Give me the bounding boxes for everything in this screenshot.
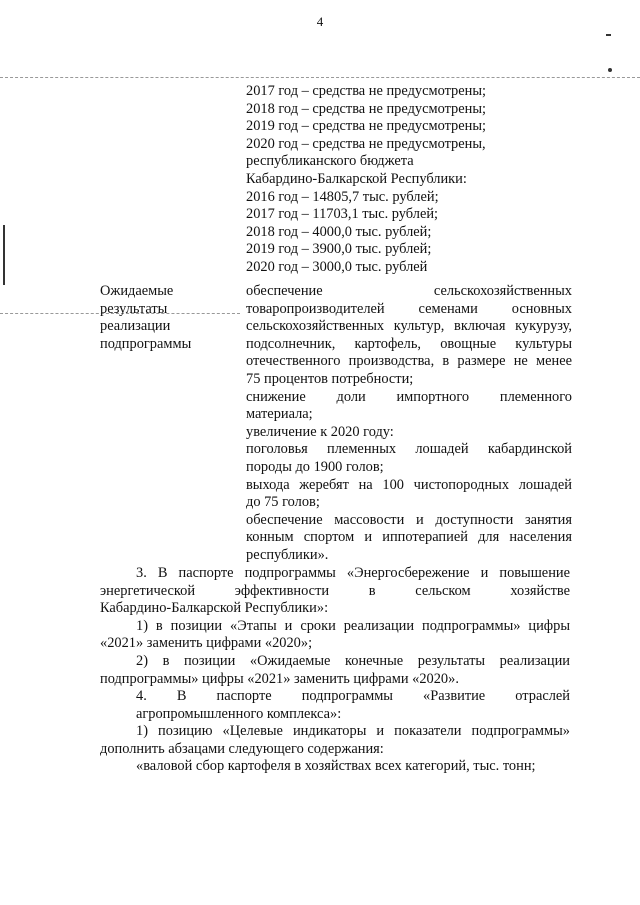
item4-line: дополнить абзацами следующего содержания: bbox=[100, 740, 384, 757]
scan-artifact bbox=[0, 77, 640, 78]
result-line: поголовья племенных лошадей кабардинской bbox=[246, 441, 572, 458]
scan-artifact bbox=[606, 34, 611, 36]
result-line: конным спортом и иппотерапией для населения bbox=[246, 529, 572, 546]
funding-line: 2020 год – 3000,0 тыс. рублей bbox=[246, 258, 428, 275]
item3-line: 3. В паспорте подпрограммы «Энергосбережение и повышение bbox=[136, 565, 570, 581]
label-line: результаты bbox=[100, 300, 168, 317]
result-line: республики». bbox=[246, 546, 329, 563]
expected-results-label bbox=[100, 283, 230, 353]
item4-line: 1) позицию «Целевые индикаторы и показатели подпрограммы» bbox=[136, 723, 570, 740]
label-line: Ожидаемые bbox=[100, 283, 174, 299]
amendment-item-3 bbox=[100, 565, 570, 688]
item3-line: 1) в позиции «Этапы и сроки реализации подпрограммы» цифры bbox=[136, 617, 570, 634]
result-line: сельскохозяйственных культур, включая кукурузу, bbox=[246, 318, 572, 335]
result-line: 75 процентов потребности; bbox=[246, 370, 414, 387]
item4-line: агропромышленного комплекса»: bbox=[136, 705, 342, 722]
funding-line: 2019 год – средства не предусмотрены; bbox=[246, 118, 486, 135]
funding-line: 2016 год – 14805,7 тыс. рублей; bbox=[246, 188, 439, 205]
result-line: породы до 1900 голов; bbox=[246, 458, 384, 475]
result-line: товаропроизводителей семенами основных bbox=[246, 300, 572, 317]
amendment-item-4 bbox=[100, 688, 570, 776]
funding-sources-block bbox=[246, 83, 572, 277]
label-line: подпрограммы bbox=[100, 335, 192, 352]
funding-line: 2017 год – средства не предусмотрены; bbox=[246, 83, 486, 99]
item3-line: Кабардино-Балкарской Республики»: bbox=[100, 600, 329, 617]
funding-line: 2018 год – 4000,0 тыс. рублей; bbox=[246, 223, 432, 240]
result-line: обеспечение массовости и доступности занятия bbox=[246, 511, 572, 528]
label-line: реализации bbox=[100, 318, 171, 335]
item3-line: «2021» заменить цифрами «2020»; bbox=[100, 635, 313, 652]
funding-line: республиканского бюджета bbox=[246, 153, 414, 170]
result-line: выхода жеребят на 100 чистопородных лошадей bbox=[246, 476, 572, 493]
funding-line: 2017 год – 11703,1 тыс. рублей; bbox=[246, 206, 439, 223]
item3-line: 2) в позиции «Ожидаемые конечные результаты реализации bbox=[136, 652, 570, 669]
result-line: обеспечение сельскохозяйственных bbox=[246, 283, 572, 299]
result-line: увеличение к 2020 году: bbox=[246, 423, 394, 440]
scan-artifact bbox=[3, 225, 5, 285]
scan-artifact bbox=[608, 68, 612, 72]
item4-line: «валовой сбор картофеля в хозяйствах всех категорий, тыс. тонн; bbox=[136, 758, 536, 775]
expected-results-text bbox=[246, 283, 572, 565]
result-line: подсолнечник, картофель, овощные культуры bbox=[246, 335, 572, 352]
result-line: до 75 голов; bbox=[246, 494, 320, 511]
item4-line: 4. В паспорте подпрограммы «Развитие отраслей bbox=[136, 688, 570, 704]
funding-line: Кабардино-Балкарской Республики: bbox=[246, 170, 467, 187]
result-line: материала; bbox=[246, 406, 313, 423]
result-line: снижение доли импортного племенного bbox=[246, 388, 572, 405]
result-line: отечественного производства, в размере не менее bbox=[246, 353, 572, 370]
page-number: 4 bbox=[316, 14, 324, 29]
funding-line: 2018 год – средства не предусмотрены; bbox=[246, 100, 486, 117]
funding-line: 2019 год – 3900,0 тыс. рублей; bbox=[246, 241, 432, 258]
item3-line: энергетической эффективности в сельском хозяйстве bbox=[100, 582, 570, 599]
item3-line: подпрограммы» цифры «2021» заменить цифрами «2020». bbox=[100, 670, 459, 687]
funding-line: 2020 год – средства не предусмотрены, bbox=[246, 135, 486, 152]
